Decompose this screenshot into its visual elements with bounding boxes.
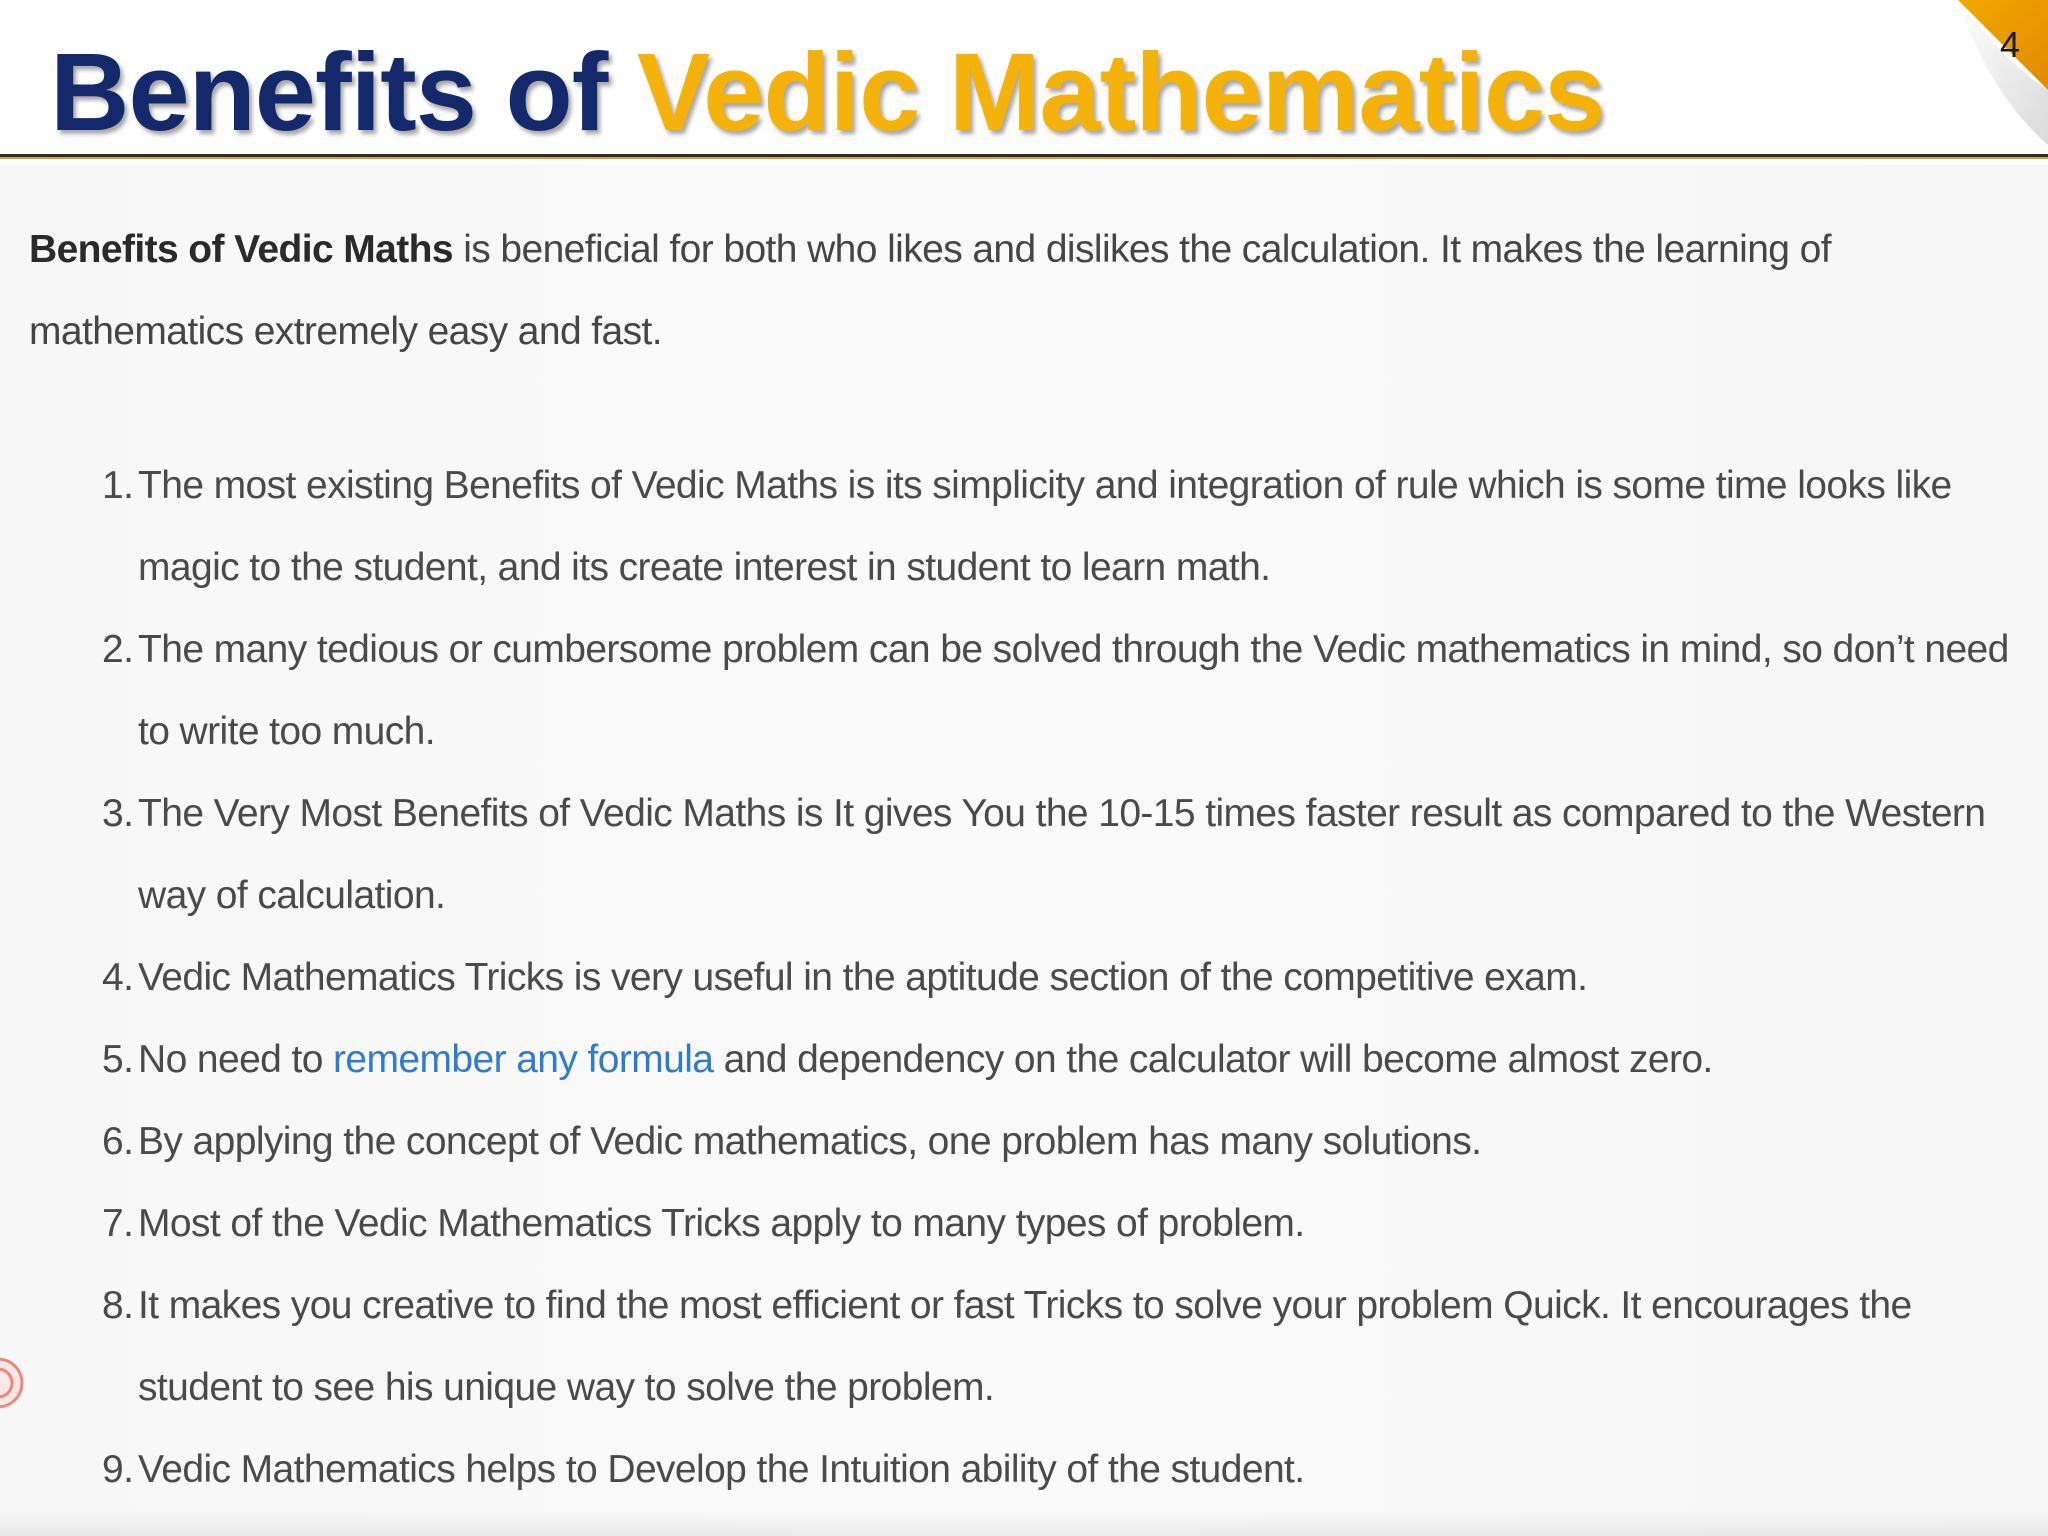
list-text: The many tedious or cumbersome problem can be solved through the Vedic mathematics in mind, so don’t need to write too much. [138,628,2009,753]
list-text: Most of the Vedic Mathematics Tricks apply to many types of problem. [138,1202,1305,1245]
list-text: Vedic Mathematics Tricks is very useful in the aptitude section of the competitive exam. [138,956,1588,999]
list-text: The most existing Benefits of Vedic Maths is its simplicity and integration of rule which is some time looks like magic to the student, and its create interest in student to learn math. [138,464,1952,589]
title-part-1: Benefits of [50,31,608,154]
list-number: 9. [102,1448,134,1491]
remember-formula-link[interactable]: remember any formula [333,1038,714,1081]
intro-bold-lead: Benefits of Vedic Maths [29,228,453,271]
title-part-2: Vedic Mathematics [636,31,1605,154]
title-divider-accent [0,157,2048,159]
list-number: 1. [102,464,134,507]
list-text: The Very Most Benefits of Vedic Maths is It gives You the 10-15 times faster result as compared to the Western way of calculation. [138,792,1986,917]
benefits-list [102,445,2022,1511]
intro-paragraph [29,209,1979,373]
list-text: It makes you creative to find the most efficient or fast Tricks to solve your problem Quick. It encourages the student to see his unique way to solve the problem. [138,1284,1912,1409]
badge-icon [0,1355,26,1411]
list-item [102,1265,2022,1429]
list-item [102,1019,2022,1101]
page-curl-icon [1898,0,2048,150]
list-text: Vedic Mathematics helps to Develop the Intuition ability of the student. [138,1448,1305,1491]
slide-title [50,28,1604,158]
list-item [102,773,2022,937]
list-number: 8. [102,1284,134,1327]
list-number: 6. [102,1120,134,1163]
list-item [102,1429,2022,1511]
slide-number: 4 [1999,24,2020,65]
list-item [102,937,2022,1019]
list-item [102,445,2022,609]
list-number: 3. [102,792,134,835]
list-text-post: and dependency on the calculator will become almost zero. [713,1038,1713,1081]
intro-text: is beneficial for both who likes and dislikes the calculation. It makes the learning of mathematics extremely easy and fast. [29,228,1831,353]
list-item [102,1183,2022,1265]
list-text: By applying the concept of Vedic mathematics, one problem has many solutions. [138,1120,1482,1163]
list-number: 2. [102,628,134,671]
list-number: 7. [102,1202,134,1245]
list-text [138,1019,2022,1101]
list-item [102,609,2022,773]
bottom-shadow [0,1510,2048,1536]
list-number: 5. [102,1038,134,1081]
article-screenshot [0,165,2048,1536]
list-text-pre: No need to [138,1038,334,1081]
list-item [102,1101,2022,1183]
list-number: 4. [102,956,134,999]
